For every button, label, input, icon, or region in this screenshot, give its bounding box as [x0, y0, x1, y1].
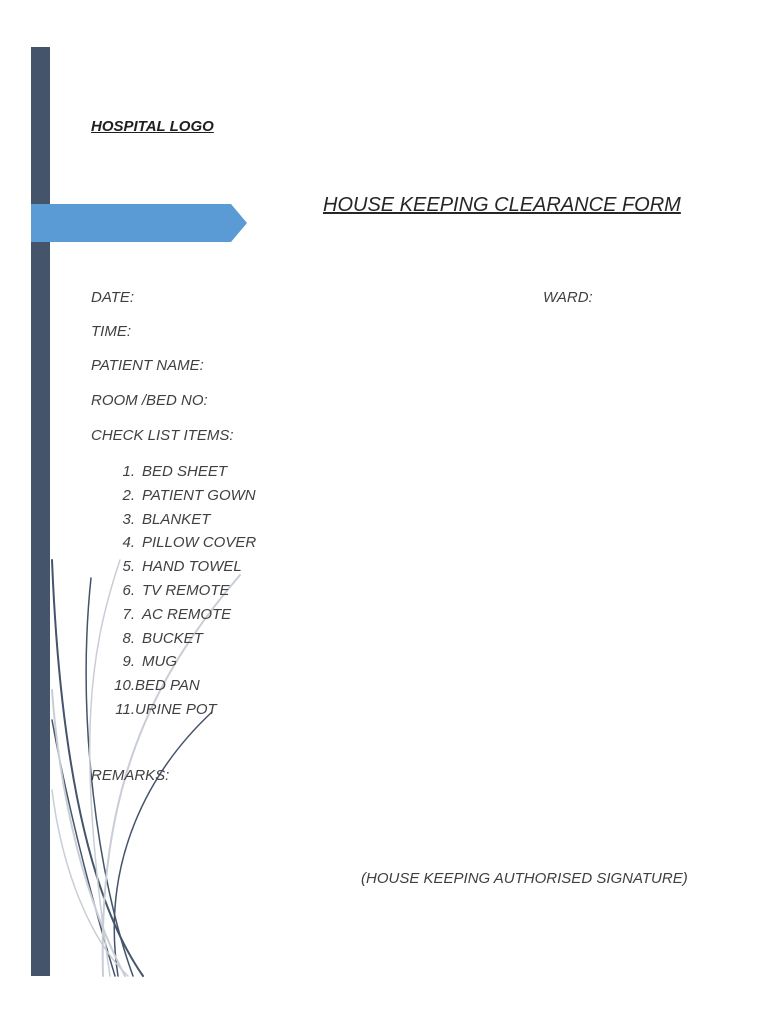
- item-number: 2.: [122, 486, 135, 504]
- item-number: 6.: [122, 581, 135, 599]
- item-label: URINE POT: [135, 700, 217, 718]
- date-label: DATE:: [91, 289, 135, 306]
- item-label: BLANKET: [142, 510, 211, 528]
- item-number: 9.: [122, 653, 135, 671]
- checklist-item: [110, 531, 256, 555]
- room-bed-label: ROOM /BED NO:: [91, 392, 208, 409]
- item-label: PILLOW COVER: [142, 534, 257, 552]
- item-number: 11.: [115, 700, 135, 718]
- item-number: 7.: [122, 605, 135, 623]
- item-number: 4.: [122, 534, 135, 552]
- item-number: 1.: [122, 463, 135, 480]
- item-number: 3.: [122, 510, 135, 528]
- signature-caption: (HOUSE KEEPING AUTHORISED SIGNATURE): [361, 870, 688, 887]
- checklist-item: [110, 555, 256, 579]
- checklist: [110, 460, 256, 722]
- arrow-band-decoration: [31, 204, 247, 242]
- hospital-logo-text: HOSPITAL LOGO: [91, 118, 214, 135]
- checklist-item: [110, 698, 256, 722]
- item-label: PATIENT GOWN: [142, 486, 256, 504]
- checklist-item: [110, 650, 256, 674]
- checklist-item: [110, 674, 256, 698]
- time-label: TIME:: [91, 323, 131, 340]
- side-bar-decoration: [31, 47, 50, 976]
- ward-label: WARD:: [543, 289, 593, 306]
- item-number: 10.: [114, 677, 135, 695]
- form-title: HOUSE KEEPING CLEARANCE FORM: [323, 194, 681, 216]
- item-label: HAND TOWEL: [142, 558, 242, 576]
- checklist-item: [110, 508, 256, 532]
- item-label: MUG: [142, 653, 177, 671]
- patient-name-label: PATIENT NAME:: [91, 357, 204, 374]
- item-label: BED PAN: [135, 677, 200, 695]
- checklist-heading: CHECK LIST ITEMS:: [91, 427, 234, 444]
- checklist-item: [110, 579, 256, 603]
- item-label: BUCKET: [142, 629, 203, 647]
- checklist-item: [110, 484, 256, 508]
- checklist-item: [110, 460, 256, 484]
- item-label: TV REMOTE: [142, 581, 230, 599]
- checklist-item: [110, 603, 256, 627]
- item-label: AC REMOTE: [142, 605, 232, 623]
- item-number: 8.: [122, 629, 135, 647]
- remarks-label: REMARKS:: [91, 767, 170, 784]
- item-number: 5.: [122, 558, 135, 576]
- checklist-item: [110, 627, 256, 651]
- item-label: BED SHEET: [142, 463, 228, 480]
